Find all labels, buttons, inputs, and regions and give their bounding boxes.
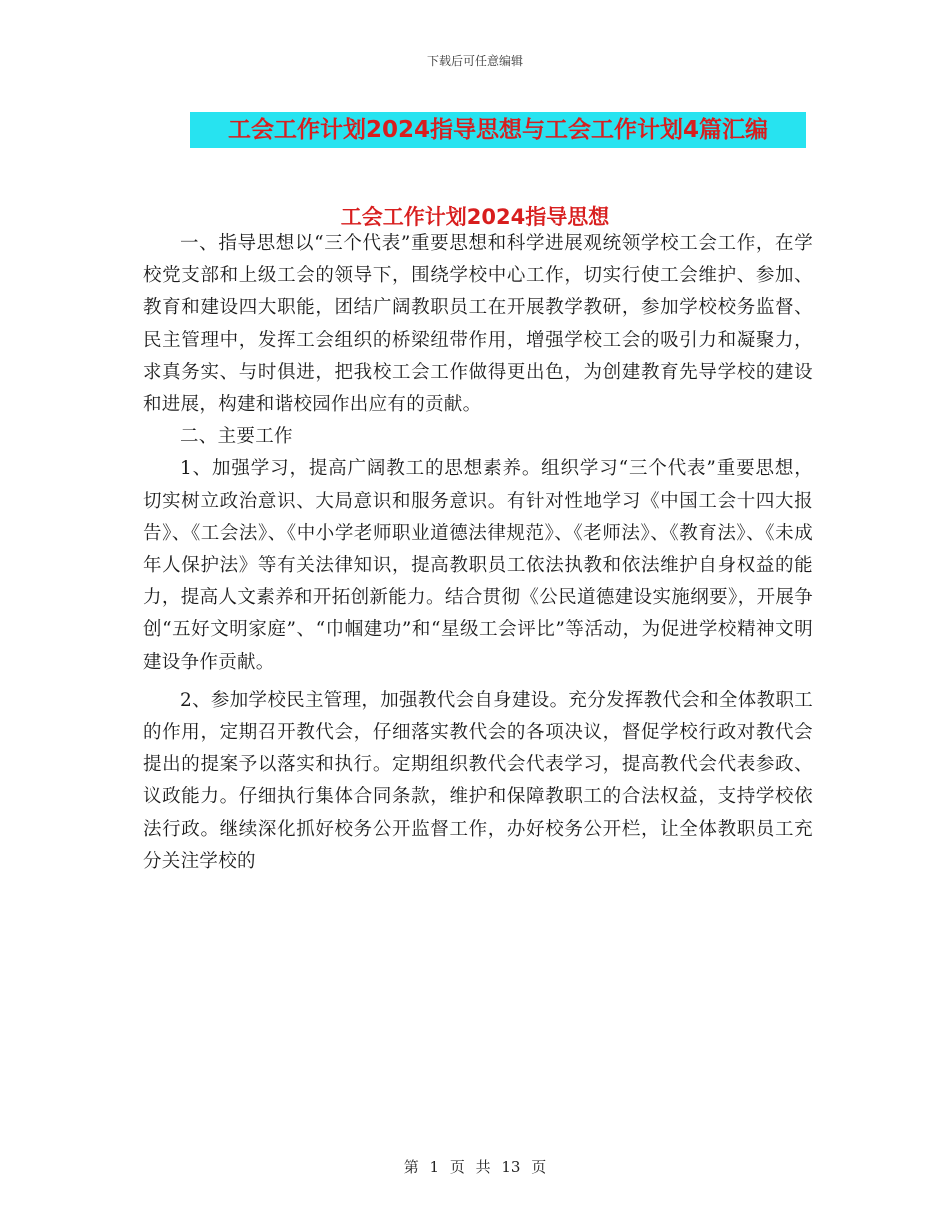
section-title: 工会工作计划2024指导思想	[340, 205, 610, 229]
paragraph-item-2: 2、参加学校民主管理，加强教代会自身建设。充分发挥教代会和全体教职工的作用，定期召开教代会，仔细落实教代会的各项决议，督促学校行政对教代会提出的提案予以落实和执行。定期组织教代会代表学习，提高教代会代表参政、议政能力。仔细执行集体合同条款，维护和保障教职工的合法权益，支持学校依法行政。继续深化抓好校务公开监督工作，办好校务公开栏，让全体教职员工充分关注学校的	[143, 689, 813, 872]
header-note: 下载后可任意编辑	[426, 54, 523, 68]
paragraph-guiding-thought: 一、指导思想以“三个代表”重要思想和科学进展观统领学校工会工作，在学校党支部和上级工会的领导下，围绕学校中心工作，切实行使工会维护、参加、教育和建设四大职能，团结广阔教职员工在开展教学教研，参加学校校务监督、民主管理中，发挥工会组织的桥梁纽带作用，增强学校工会的吸引力和凝聚力，求真务实、与时俱进，把我校工会工作做得更出色，为创建教育先导学校的建设和进展，构建和谐校园作出应有的贡献。	[143, 233, 813, 416]
document-body	[143, 228, 813, 878]
paragraph-main-work-heading: 二、主要工作	[180, 426, 293, 448]
page-number: 第 1 页 共 13 页	[403, 1158, 547, 1176]
document-title: 工会工作计划2024指导思想与工会工作计划4篇汇编	[190, 112, 806, 148]
paragraph-item-1: 1、加强学习，提高广阔教工的思想素养。组织学习“三个代表”重要思想，切实树立政治意识、大局意识和服务意识。有针对性地学习《中国工会十四大报告》、《工会法》、《中小学老师职业道德法律规范》、《老师法》、《教育法》、《未成年人保护法》等有关法律知识，提高教职员工依法执教和依法维护自身权益的能力，提高人文素养和开拓创新能力。结合贯彻《公民道德建设实施纲要》，开展争创“五好文明家庭”、“巾帼建功”和“星级工会评比”等活动，为促进学校精神文明建设争作贡献。	[143, 458, 813, 673]
